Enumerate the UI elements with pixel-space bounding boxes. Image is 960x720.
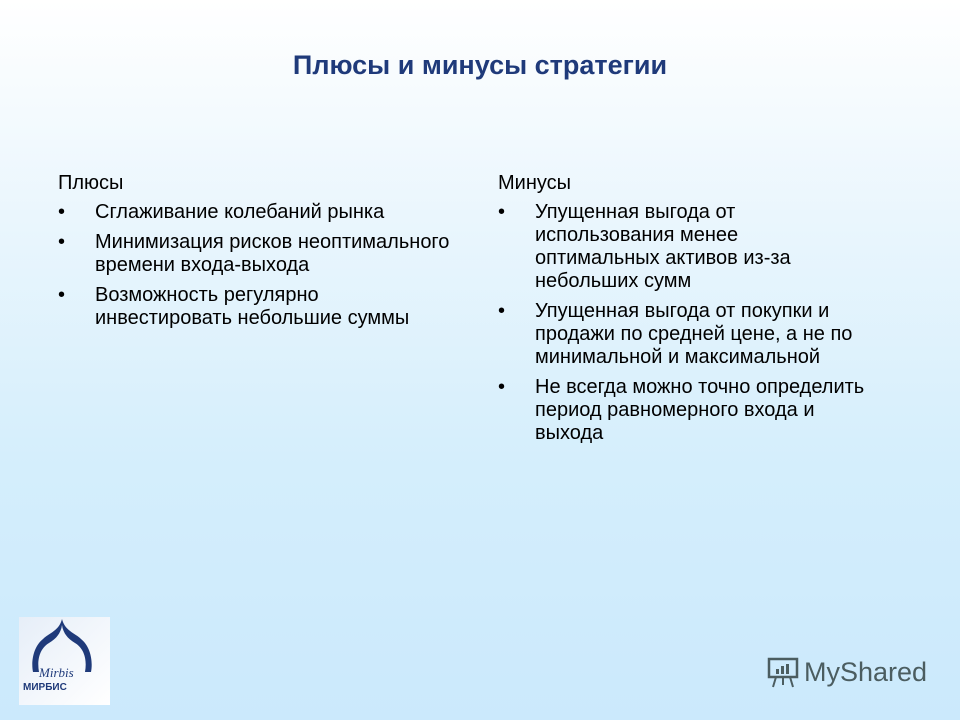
pros-column [58, 172, 458, 337]
item-text: Упущенная выгода от покупки и продажи по средней цене, а не по минимальной и максимальной [535, 300, 853, 368]
cons-item [498, 376, 880, 445]
myshared-watermark [766, 656, 927, 688]
cons-heading: Минусы [498, 172, 572, 194]
pros-item [58, 284, 425, 330]
presentation-board-icon [766, 656, 800, 688]
bullet: • [58, 284, 66, 306]
cons-item [498, 201, 845, 293]
item-text: Не всегда можно точно определить период равномерного входа и выхода [535, 376, 865, 444]
item-text: Возможность регулярно инвестировать небольшие суммы [95, 284, 410, 329]
bullet: • [498, 201, 506, 223]
cons-item [498, 300, 895, 369]
item-text: Упущенная выгода от использования менее оптимальных активов из-за небольших сумм [535, 201, 791, 292]
slide-title: Плюсы и минусы стратегии [292, 50, 668, 80]
item-text: Минимизация рисков неоптимального времени входа-выхода [95, 231, 450, 276]
bullet: • [58, 201, 66, 223]
svg-text:Mirbis: Mirbis [39, 665, 74, 680]
bullet: • [58, 231, 66, 253]
item-text: Сглаживание колебаний рынка [95, 201, 385, 223]
pros-heading: Плюсы [58, 172, 124, 194]
watermark-text: MyShared [804, 656, 928, 687]
logo-text: МИРБИС [23, 682, 67, 693]
cons-column [498, 172, 898, 452]
bullet: • [498, 300, 506, 322]
mirbis-logo [19, 617, 110, 705]
pros-item [58, 231, 465, 277]
pros-item [58, 201, 455, 224]
bullet: • [498, 376, 506, 398]
